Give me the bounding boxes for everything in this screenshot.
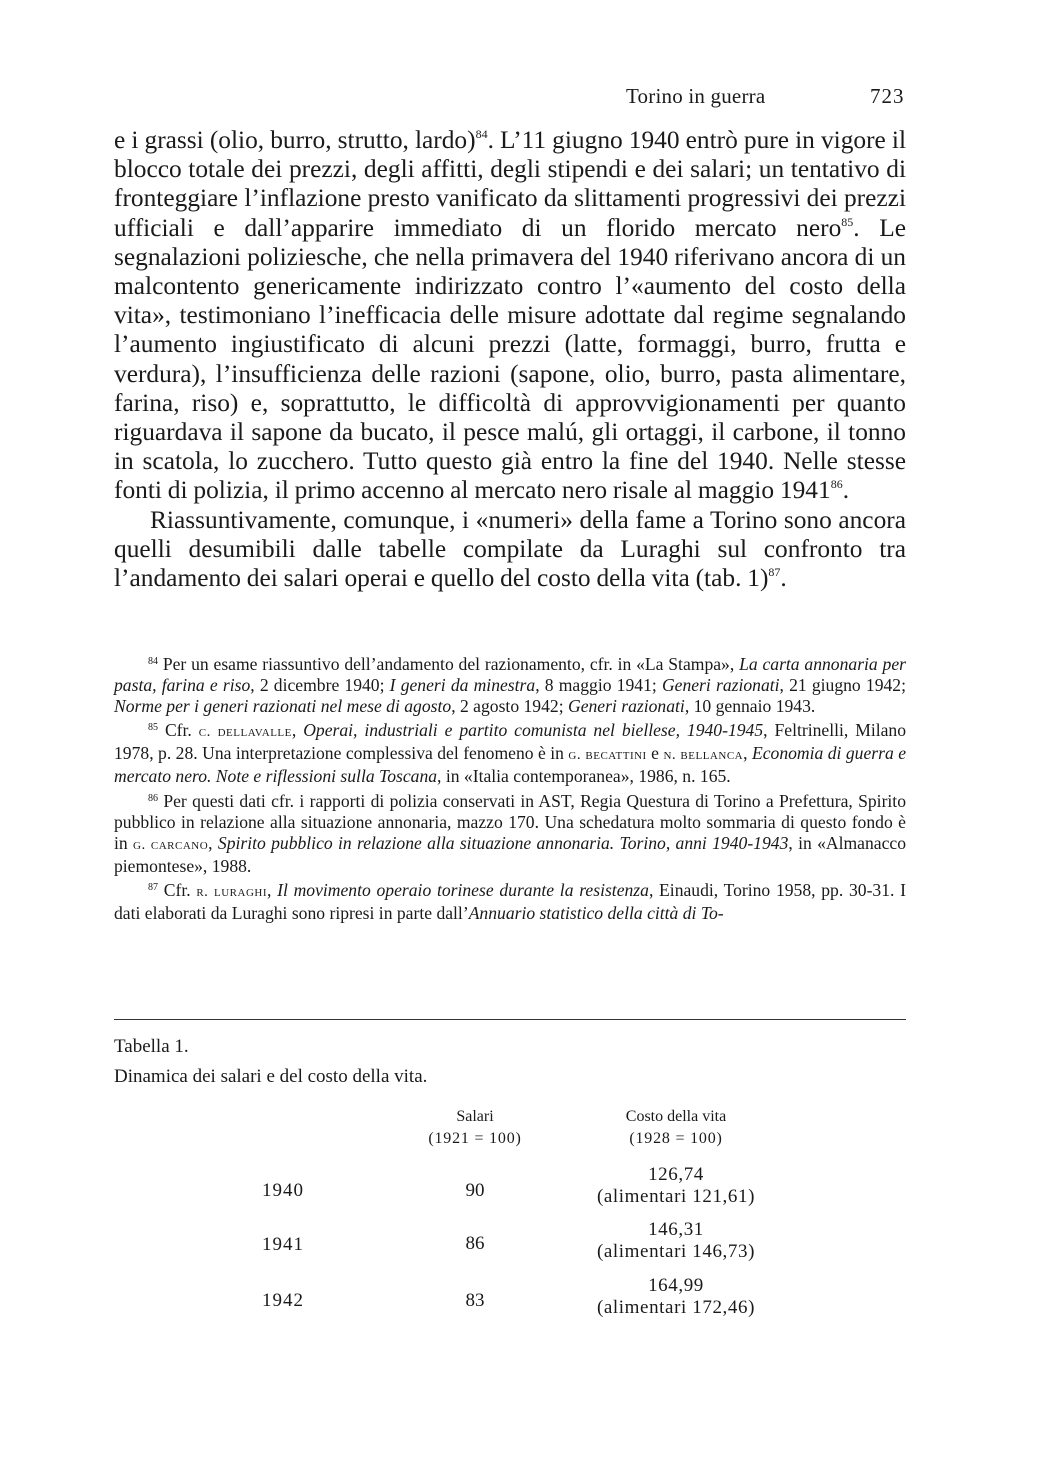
paragraph-2: Riassuntivamente, comunque, i «numeri» della fame a Torino sono ancora quelli desumibili dalle tabelle compilate da Luraghi sul confronto tra l’andamento dei salari operai e quello del costo della vita (tab. 1)$^{87}$.	[114, 505, 906, 593]
row-year: 1942	[262, 1290, 304, 1311]
column-header-salari: Salari (1921 = 100)	[428, 1108, 522, 1147]
column-header-costo: Costo della vita (1928 = 100)	[625, 1108, 727, 1147]
row-year: 1940	[262, 1180, 304, 1201]
footnote-ref-86[interactable]: 86	[830, 477, 843, 492]
cell-costo: 146,31 (alimentari 146,73)	[596, 1219, 756, 1262]
table-divider	[114, 1019, 906, 1020]
footnote-ref-84[interactable]: 84	[475, 127, 488, 141]
table-caption: Dinamica dei salari e del costo della vita.	[114, 1066, 428, 1087]
row-year: 1941	[262, 1234, 304, 1255]
cell-salari: 83	[465, 1290, 485, 1311]
footnote-86: $^{86}$ Per questi dati cfr. i rapporti di polizia conservati in AST, Regia Questura di Torino a Prefettura, Spirito pubblico in relazione alla situazione annonaria, mazzo 170. Una schedatura molto sommaria di questo fondo è in g. carcano, Spirito pubblico in relazione alla situazione annonaria. Torino, anni 1940-1943, in «Almanacco piemontese», 1988.	[114, 790, 906, 876]
table-label: Tabella 1.	[114, 1036, 189, 1057]
footnote-ref-85[interactable]: 85	[841, 214, 854, 229]
paragraph-1: e i grassi (olio, burro, strutto, lardo)$^{84}$. L’11 giugno 1940 entrò pure in vigore il blocco totale dei prezzi, degli affitti, degli stipendi e dei salari; un tentativo di fronteggiare l’inflazione presto vanificato da slittamenti progressivi dei prezzi ufficiali e dall’apparire immediato di un florido mercato nero$^{85}$. Le segnalazioni poliziesche, che nella primavera del 1940 riferivano ancora di un malcontento genericamente indirizzato contro l’«aumento del costo della vita», testimoniano l’inefficacia delle misure adottate dal regime segnalando l’aumento ingiustificato di alcuni prezzi (latte, formaggi, burro, frutta e verdura), l’insufficienza delle razioni (sapone, olio, burro, pasta alimentare, farina, riso) e, soprattutto, le difficoltà di approvvigionamenti per quanto riguardava il sapone da bucato, il pesce malú, gli ortaggi, il carbone, il tonno in scatola, lo zucchero. Tutto questo già entro la fine del 1940. Nelle stesse fonti di polizia, il primo accenno al mercato nero risale al maggio 1941$^{86}$.	[114, 126, 907, 505]
cell-salari: 90	[465, 1180, 485, 1201]
footnote-ref-87[interactable]: 87	[768, 565, 781, 580]
footnote-85: $^{85}$ Cfr. c. dellavalle, Operai, industriali e partito comunista nel biellese, 1940-1945, Feltrinelli, Milano 1978, p. 28. Una interpretazione complessiva del fenomeno è in g. becattini e n. bellanca, Economia di guerra e mercato nero. Note e riflessioni sulla Toscana, in «Italia contemporanea», 1986, n. 165.	[114, 720, 907, 787]
cell-costo: 164,99 (alimentari 172,46)	[596, 1275, 756, 1318]
main-text	[114, 126, 906, 593]
page-number: 723	[870, 84, 905, 108]
footnote-84: $^{84}$ Per un esame riassuntivo dell’andamento del razionamento, cfr. in «La Stampa», La carta annonaria per pasta, farina e riso, 2 dicembre 1940; I generi da minestra, 8 maggio 1941; Generi razionati, 21 giugno 1942; Norme per i generi razionati nel mese di agosto, 2 agosto 1942; Generi razionati, 10 gennaio 1943.	[114, 654, 906, 717]
footnotes	[114, 654, 906, 927]
running-header-title: Torino in guerra	[626, 84, 766, 108]
cell-salari: 86	[465, 1233, 485, 1254]
cell-costo: 126,74 (alimentari 121,61)	[596, 1164, 756, 1207]
footnote-87: $^{87}$ Cfr. r. luraghi, Il movimento operaio torinese durante la resistenza, Einaudi, Torino 1958, pp. 30-31. I dati elaborati da Luraghi sono ripresi in parte dall’Annuario statistico della città di To-	[114, 879, 906, 924]
